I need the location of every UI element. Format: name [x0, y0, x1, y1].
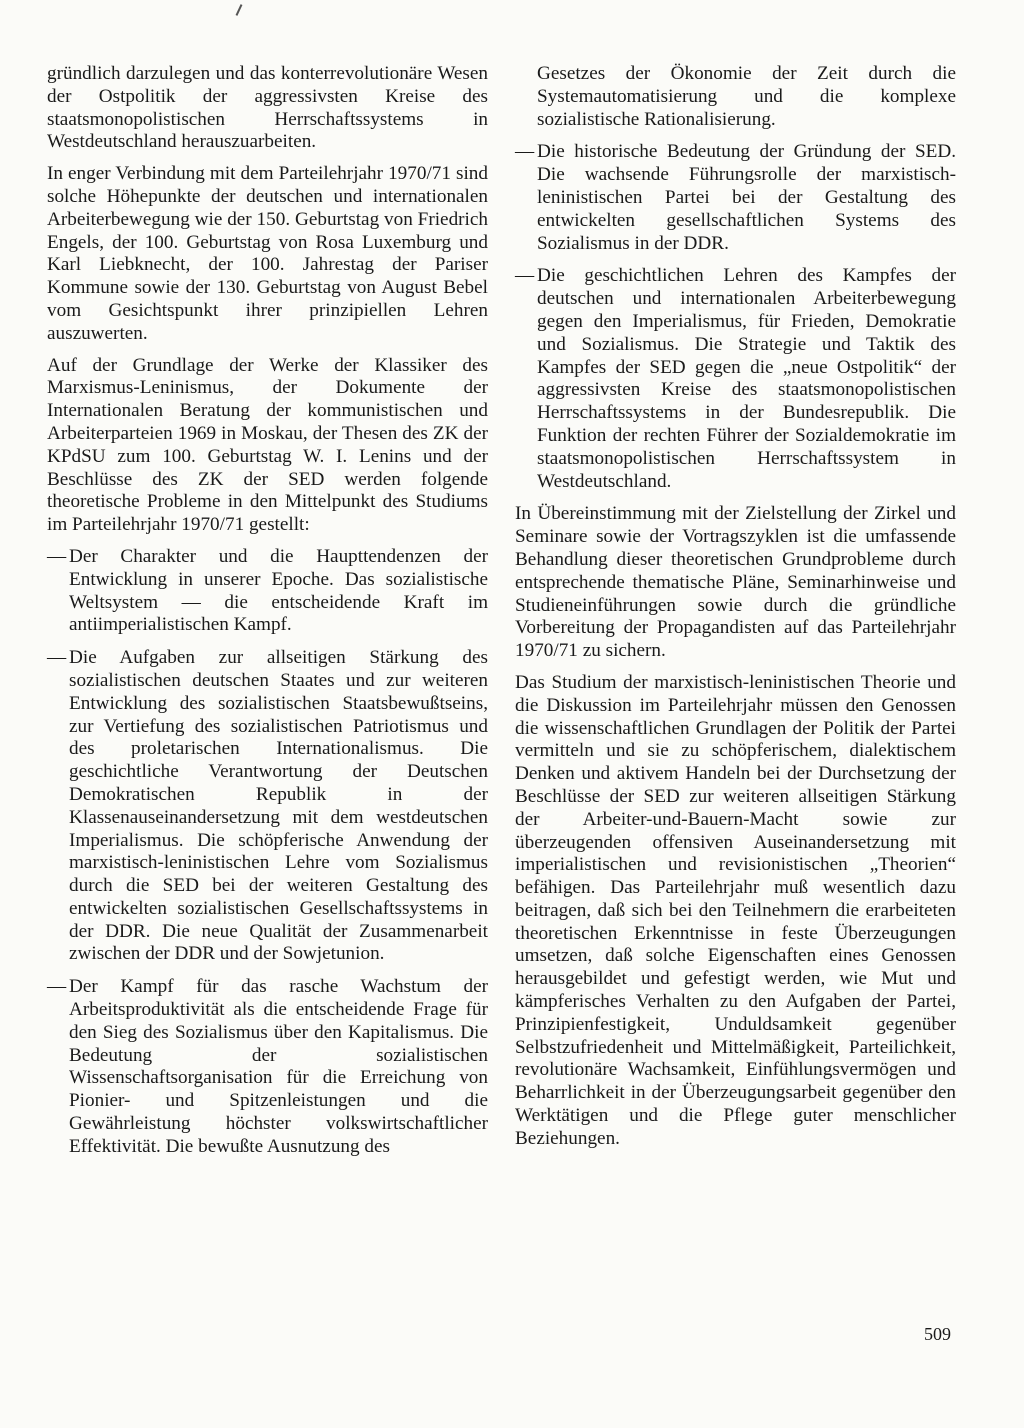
page-number: 509	[924, 1324, 951, 1344]
list-item-text: Der Kampf für das rasche Wachstum der Arbeitsproduktivität als die entscheidende Frage für den Sieg des Sozialismus über den Kapitalismus. Die Bedeutung der sozialistischen Wissenschaftsorganisation für die Erreichung von Pionier- und Spitzenleistungen und die Gewährleistung höchster volkswirtschaftlicher Effektivität. Die bewußte Ausnutzung des	[69, 976, 488, 1157]
list-item	[47, 546, 488, 637]
list-item	[47, 647, 488, 966]
list-item	[515, 265, 956, 493]
scan-mark	[236, 4, 243, 16]
list-item	[47, 976, 488, 1158]
list-item-text: Die geschichtlichen Lehren des Kampfes der deutschen und internationalen Arbeiterbewegung gegen den Imperialismus, für Frieden, Demokratie und Sozialismus. Die Strategie und Taktik des Kampfes der SED gegen die „neue Ostpolitik“ der aggressivsten Kreise des staatsmonopolistischen Herrschaftssystems in der Bundesrepublik. Die Funktion der rechten Führer der Sozialdemokratie im staatsmonopolistischen Herrschaftssystem in Westdeutschland.	[537, 265, 956, 492]
list-dash: —	[47, 545, 67, 567]
list-item-text: Gesetzes der Ökonomie der Zeit durch die Systemautomatisierung und die komplexe sozialistische Rationalisierung.	[537, 63, 956, 130]
list-dash: —	[47, 647, 67, 669]
paragraph: gründlich darzulegen und das konterrevolutionäre Wesen der Ostpolitik der aggressivsten Kreise des staatsmonopolistischen Herrschaftssystems in Westdeutschland herauszuarbeiten.	[47, 63, 488, 153]
list-dash: —	[515, 141, 535, 163]
list-item-text: Der Charakter und die Haupttendenzen der Entwicklung in unserer Epoche. Das sozialistische Weltsystem — die entscheidende Kraft im antiimperialistischen Kampf.	[69, 545, 488, 636]
right-column	[515, 63, 956, 1160]
list-item-text: Die historische Bedeutung der Gründung der SED. Die wachsende Führungsrolle der marxistisch-leninistischen Partei bei der Gestaltung des entwickelten gesellschaftlichen Systems des Sozialismus in der DDR.	[537, 141, 956, 254]
paragraph: In enger Verbindung mit dem Parteilehrjahr 1970/71 sind solche Höhepunkte der deutschen und internationalen Arbeiterbewegung wie der 150. Geburtstag von Friedrich Engels, der 100. Geburtstag von Rosa Luxemburg und Karl Liebknecht, der 100. Jahrestag der Pariser Kommune sowie der 130. Geburtstag von August Bebel vom Gesichtspunkt ihrer prinzipiellen Lehren auszuwerten.	[47, 163, 488, 344]
list-dash: —	[47, 976, 67, 998]
paragraph: Auf der Grundlage der Werke der Klassiker des Marxismus-Leninismus, der Dokumente der Internationalen Beratung der kommunistischen und Arbeiterparteien 1969 in Moskau, der Thesen des ZK der KPdSU zum 100. Geburtstag W. I. Lenins und der Beschlüsse des ZK der SED werden folgende theoretische Probleme in den Mittelpunkt des Studiums im Parteilehrjahr 1970/71 gestellt:	[47, 354, 488, 536]
list-item-text: Die Aufgaben zur allseitigen Stärkung des sozialistischen deutschen Staates und zur weiteren Entwicklung des sozialistischen Staatsbewußtseins, zur Vertiefung des sozialistischen Patriotismus und des proletarischen Internationalismus. Die geschichtliche Verantwortung der Deutschen Demokratischen Republik in der Klassenauseinandersetzung mit dem westdeutschen Imperialismus. Die schöpferische Anwendung der marxistisch-leninistischen Lehre vom Sozialismus durch die SED bei der weiteren Gestaltung des entwickelten sozialistischen Gesellschaftssystems in der DDR. Die neue Qualität der Zusammenarbeit zwischen der DDR und der Sowjetunion.	[69, 647, 488, 965]
list-dash: —	[515, 265, 535, 287]
left-column	[47, 63, 488, 1169]
paragraph: In Übereinstimmung mit der Zielstellung der Zirkel und Seminare sowie der Vortragszyklen ist die umfassende Behandlung dieser theoretischen Grundprobleme durch entsprechende thematische Pläne, Seminarhinweise und Studieneinführungen sowie durch die gründliche Vorbereitung der Propagandisten auf das Parteilehrjahr 1970/71 zu sichern.	[515, 503, 956, 662]
paragraph: Das Studium der marxistisch-leninistischen Theorie und die Diskussion im Parteilehrjahr müssen den Genossen die wissenschaftlichen Grundlagen der Politik der Partei vermitteln und sie zu schöpferischem, dialektischem Denken und aktivem Handeln bei der Durchsetzung der Beschlüsse der SED zur weiteren allseitigen Stärkung der Arbeiter-und-Bauern-Macht sowie zur überzeugenden offensiven Auseinandersetzung mit imperialistischen und revisionistischen „Theorien“ befähigen. Das Parteilehrjahr muß wesentlich dazu beitragen, daß sich bei den Teilnehmern die erarbeiteten theoretischen Erkenntnisse in feste Überzeugungen umsetzen, daß solche Eigenschaften eines Genossen herausgebildet und gefestigt werden, wie Mut und kämpferisches Verhalten zu den Aufgaben der Partei, Prinzipienfestigkeit, Unduldsamkeit gegenüber Selbstzufriedenheit und Mittelmäßigkeit, Parteilichkeit, revolutionäre Wachsamkeit, Einfühlungsvermögen und Beharrlichkeit in der Überzeugungsarbeit gegenüber den Werktätigen und die Pflege guter menschlicher Beziehungen.	[515, 671, 956, 1149]
list-item	[515, 141, 956, 255]
list-item-continued	[515, 63, 956, 131]
